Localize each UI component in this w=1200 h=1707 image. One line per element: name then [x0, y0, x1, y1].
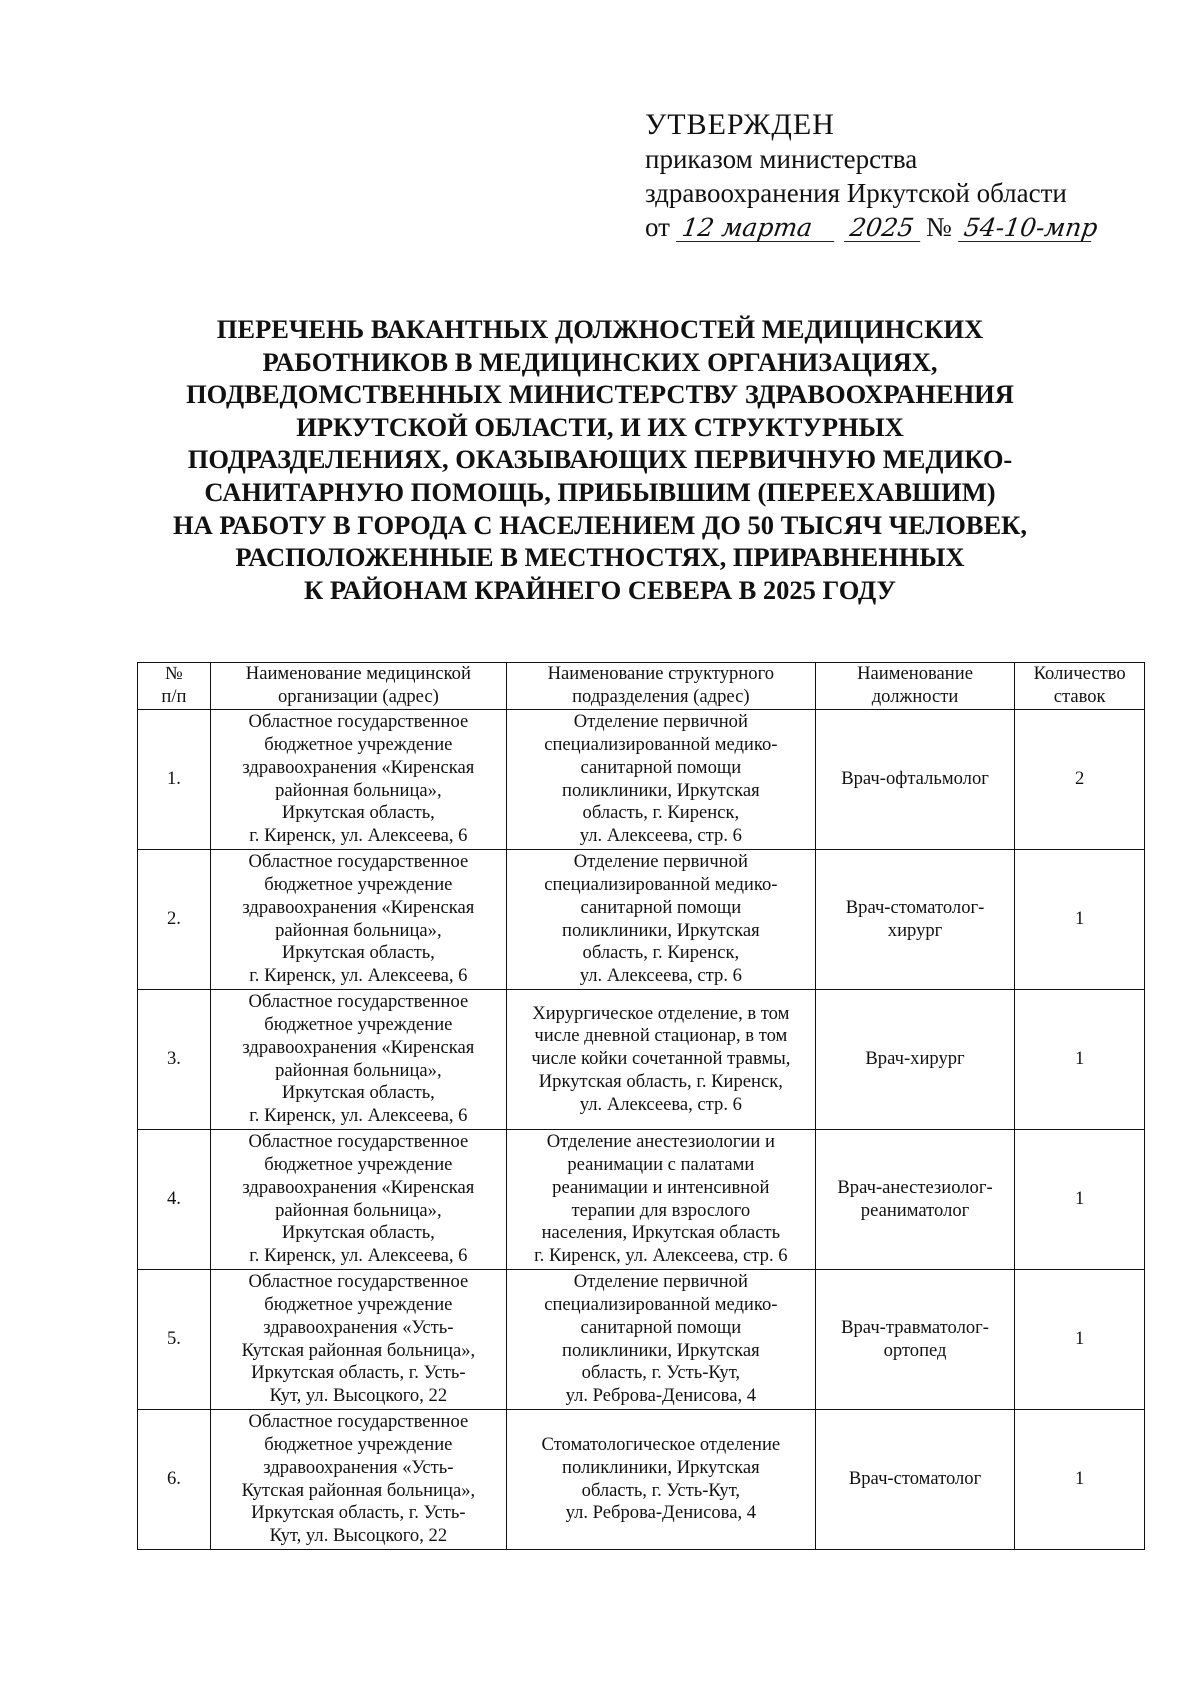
handwritten-date: 12 марта [676, 215, 838, 242]
cell-organization: Областное государственное бюджетное учреждение здравоохранения «Киренская районная больница», Иркутская область, г. Киренск, ул. Алексеева, 6 [210, 850, 506, 990]
table-row [138, 850, 1145, 990]
cell-organization: Областное государственное бюджетное учреждение здравоохранения «Усть- Кутская районная больница», Иркутская область, г. Усть- Кут, ул. Высоцкого, 22 [210, 1410, 506, 1550]
cell-department: Хирургическое отделение, в том числе дневной стационар, в том числе койки сочетанной травмы, Иркутская область, г. Киренск, ул. Алексеева, стр. 6 [506, 990, 815, 1130]
header-count: Количество ставок [1015, 663, 1145, 710]
cell-count: 2 [1015, 710, 1145, 850]
cell-count: 1 [1015, 1270, 1145, 1410]
table-row [138, 1270, 1145, 1410]
header-number: № п/п [138, 663, 211, 710]
header-department: Наименование структурного подразделения (адрес) [506, 663, 815, 710]
from-label: от [645, 212, 670, 242]
cell-department: Отделение первичной специализированной медико- санитарной помощи поликлиники, Иркутская область, г. Усть-Кут, ул. Реброва-Денисова, 4 [506, 1270, 815, 1410]
cell-position: Врач-травматолог- ортопед [815, 1270, 1015, 1410]
number-label: № [925, 212, 952, 242]
document-title [130, 313, 1070, 606]
title-line: САНИТАРНУЮ ПОМОЩЬ, ПРИБЫВШИМ (ПЕРЕЕХАВШИМ) [204, 476, 996, 507]
title-line: ПОДРАЗДЕЛЕНИЯХ, ОКАЗЫВАЮЩИХ ПЕРВИЧНУЮ МЕДИКО- [187, 444, 1013, 475]
title-line: ПОДВЕДОМСТВЕННЫХ МИНИСТЕРСТВУ ЗДРАВООХРАНЕНИЯ [186, 379, 1014, 410]
title-line: НА РАБОТУ В ГОРОДА С НАСЕЛЕНИЕМ ДО 50 ТЫСЯЧ ЧЕЛОВЕК, [172, 509, 1028, 540]
table-row [138, 990, 1145, 1130]
approval-signature-row [645, 210, 1100, 244]
cell-number: 3. [138, 990, 211, 1130]
cell-organization: Областное государственное бюджетное учреждение здравоохранения «Киренская районная больница», Иркутская область, г. Киренск, ул. Алексеева, 6 [210, 710, 506, 850]
cell-organization: Областное государственное бюджетное учреждение здравоохранения «Усть- Кутская районная больница», Иркутская область, г. Усть- Кут, ул. Высоцкого, 22 [210, 1270, 506, 1410]
cell-position: Врач-анестезиолог- реаниматолог [815, 1130, 1015, 1270]
cell-position: Врач-стоматолог- хирург [815, 850, 1015, 990]
cell-count: 1 [1015, 990, 1145, 1130]
title-line: РАБОТНИКОВ В МЕДИЦИНСКИХ ОРГАНИЗАЦИЯХ, [262, 346, 938, 377]
title-line: К РАЙОНАМ КРАЙНЕГО СЕВЕРА В 2025 ГОДУ [303, 574, 897, 605]
cell-number: 1. [138, 710, 211, 850]
vacancy-table [137, 662, 1145, 1550]
title-line: ИРКУТСКОЙ ОБЛАСТИ, И ИХ СТРУКТУРНЫХ [296, 411, 904, 442]
approval-line-order: приказом министерства [645, 144, 918, 174]
cell-position: Врач-стоматолог [815, 1410, 1015, 1550]
table-header-row [138, 663, 1145, 710]
table-row [138, 1130, 1145, 1270]
cell-number: 6. [138, 1410, 211, 1550]
cell-number: 2. [138, 850, 211, 990]
title-line: ПЕРЕЧЕНЬ ВАКАНТНЫХ ДОЛЖНОСТЕЙ МЕДИЦИНСКИХ [216, 314, 984, 344]
approval-line-ministry: здравоохранения Иркутской области [645, 178, 1067, 208]
cell-position: Врач-офтальмолог [815, 710, 1015, 850]
title-line: РАСПОЛОЖЕННЫЕ В МЕСТНОСТЯХ, ПРИРАВНЕННЫХ [235, 542, 965, 573]
cell-number: 5. [138, 1270, 211, 1410]
cell-organization: Областное государственное бюджетное учреждение здравоохранения «Киренская районная больница», Иркутская область, г. Киренск, ул. Алексеева, 6 [210, 1130, 506, 1270]
cell-department: Стоматологическое отделение поликлиники, Иркутская область, г. Усть-Кут, ул. Реброва-Денисова, 4 [506, 1410, 815, 1550]
handwritten-year: 2025 [844, 215, 924, 242]
header-position: Наименование должности [815, 663, 1015, 710]
cell-count: 1 [1015, 850, 1145, 990]
table-row [138, 710, 1145, 850]
approval-stamp: УТВЕРЖДЕН [645, 108, 835, 141]
cell-position: Врач-хирург [815, 990, 1015, 1130]
cell-count: 1 [1015, 1410, 1145, 1550]
cell-department: Отделение анестезиологии и реанимации с палатами реанимации и интенсивной терапии для взрослого населения, Иркутская область г. Киренск, ул. Алексеева, стр. 6 [506, 1130, 815, 1270]
cell-count: 1 [1015, 1130, 1145, 1270]
approval-block [645, 108, 1100, 244]
cell-number: 4. [138, 1130, 211, 1270]
table-row [138, 1410, 1145, 1550]
cell-department: Отделение первичной специализированной медико- санитарной помощи поликлиники, Иркутская область, г. Киренск, ул. Алексеева, стр. 6 [506, 850, 815, 990]
header-organization: Наименование медицинской организации (адрес) [210, 663, 506, 710]
cell-organization: Областное государственное бюджетное учреждение здравоохранения «Киренская районная больница», Иркутская область, г. Киренск, ул. Алексеева, 6 [210, 990, 506, 1130]
cell-department: Отделение первичной специализированной медико- санитарной помощи поликлиники, Иркутская область, г. Киренск, ул. Алексеева, стр. 6 [506, 710, 815, 850]
handwritten-number: 54-10-мпр [958, 215, 1095, 242]
